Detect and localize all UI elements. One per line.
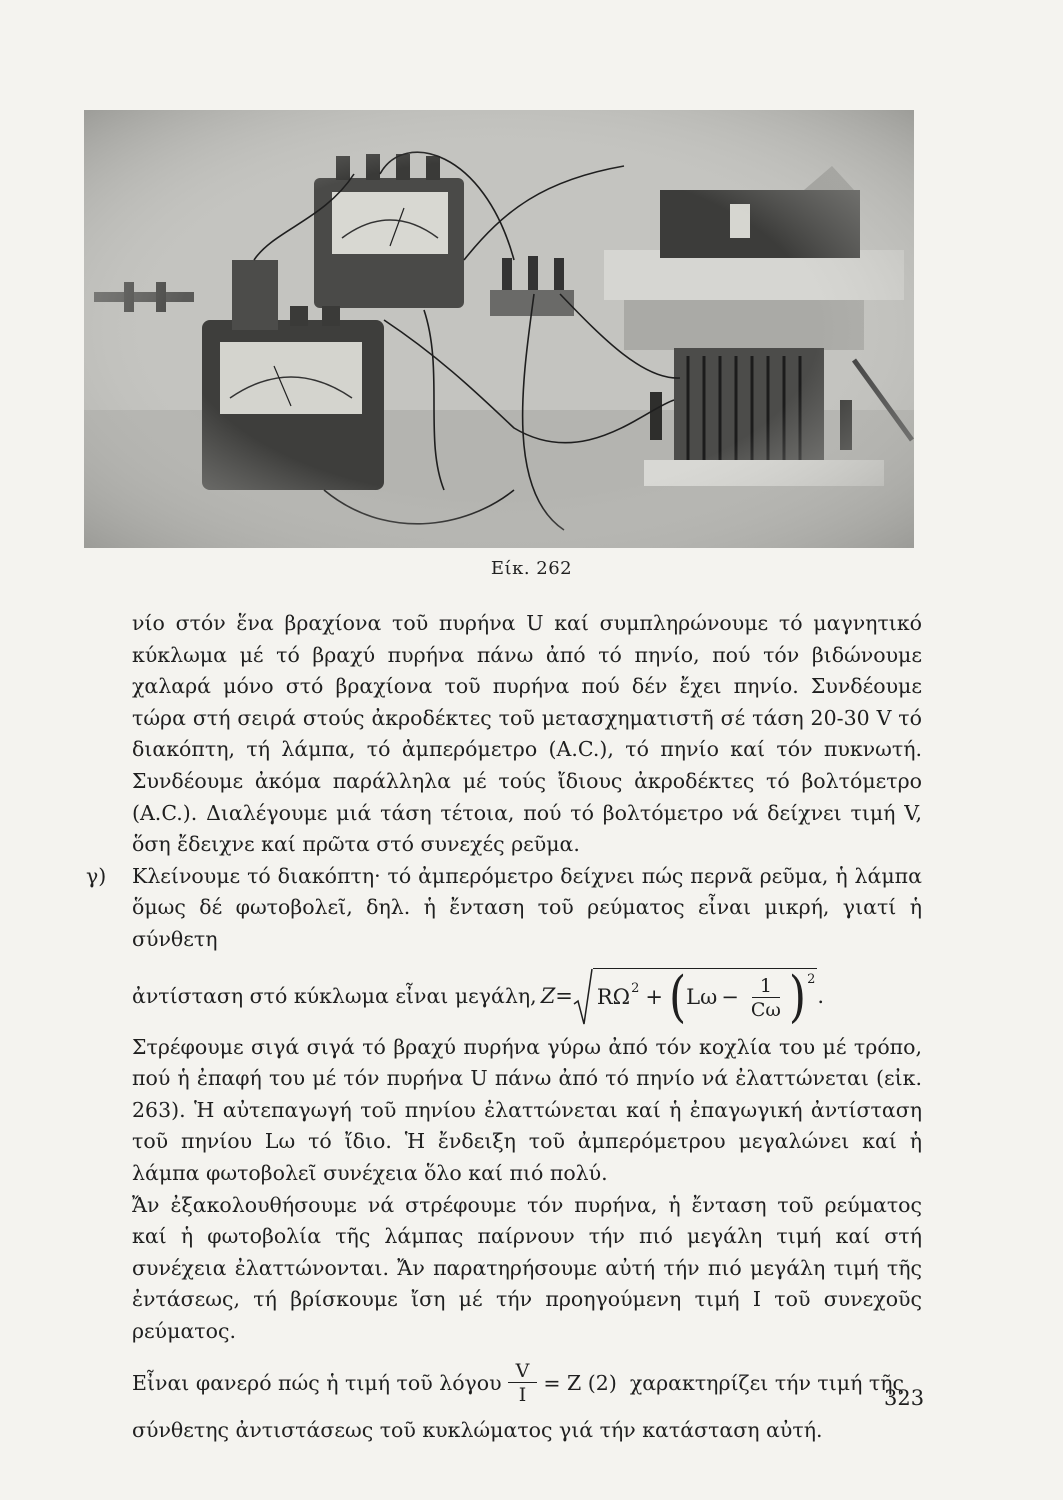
paragraph-5-end: σύνθετης ἀντιστάσεως τοῦ κυκλώματος γιά τήν κατάσταση αὐτή.	[132, 1418, 823, 1443]
resistance-exponent: 2	[631, 981, 640, 997]
step-c	[86, 861, 922, 956]
fraction-denominator: Cω	[750, 998, 781, 1021]
ratio-lead-text: Εἶναι φανερό πώς ἡ τιμή τοῦ λόγου	[132, 1370, 502, 1395]
apparatus-photo	[84, 110, 914, 548]
right-paren: )	[788, 965, 807, 1030]
ratio-trail-text: = Z (2) χαρακτηρίζει τήν τιμή τῆς	[543, 1370, 905, 1395]
minus-sign: −	[721, 985, 739, 1010]
formula-lhs: Z=	[540, 983, 573, 1008]
ratio-denominator: I	[518, 1383, 527, 1406]
capacitive-fraction	[745, 975, 787, 1022]
step-label: γ)	[86, 863, 107, 888]
left-paren: (	[669, 965, 687, 1030]
formula-period: .	[817, 983, 825, 1008]
page-number: 323	[884, 1386, 925, 1410]
body-text	[86, 608, 925, 1447]
paragraph-4: Ἄν ἐξακολουθήσουμε νά στρέφουμε τόν πυρήνα, ἡ ἔνταση τοῦ ρεύματος καί ἡ φωτοβολία τῆς λάμπας παίρνουν τήν πιό μεγάλη τιμή καί στή συνέχεια ἐλαττώνονται. Ἄν παρατηρήσουμε αὐτή τήν πιό μεγάλη τιμή τῆς ἐντάσεως, τή βρίσκουμε ἴση μέ τήν προηγούμενη τιμή I τοῦ συνεχοῦς ρεύματος.	[132, 1192, 922, 1343]
voltage-current-fraction	[508, 1360, 538, 1407]
formula-lead-text: ἀντίσταση στό κύκλωμα εἶναι μεγάλη,	[132, 983, 537, 1008]
figure-caption: Είκ. 262	[490, 558, 573, 579]
radicand	[593, 965, 817, 1030]
fraction-numerator: 1	[752, 975, 780, 998]
inductive-term: Lω	[686, 985, 718, 1010]
radical-sign-icon	[573, 968, 593, 1026]
resistance-symbol: RΩ	[596, 985, 631, 1010]
ratio-numerator: V	[508, 1360, 538, 1383]
paragraph-3: Στρέφουμε σιγά σιγά τό βραχύ πυρήνα γύρω ἀπό τόν κοχλία του μέ τρόπο, πού ἡ ἐπαφή του μέ τόν πυρήνα U πάνω ἀπό τό πηνίο νά ἐλαττώνεται (εἰκ. 263). Ἡ αὐτεπαγωγή τοῦ πηνίου ἐλαττώνεται καί ἡ ἐπαγωγική ἀντίσταση τοῦ πηνίου Lω τό ἴδιο. Ἡ ἔνδειξη τοῦ ἀμπερόμετρου μεγαλώνει καί ἡ λάμπα φωτοβολεῖ συνέχεια ὅλο καί πιό πολύ.	[132, 1034, 922, 1185]
square-root	[573, 965, 817, 1030]
ratio-line	[132, 1351, 925, 1415]
impedance-formula-line	[132, 962, 922, 1032]
outer-exponent: 2	[807, 972, 816, 988]
paragraph-1: νίο στόν ἕνα βραχίονα τοῦ πυρήνα U καί συμπληρώνουμε τό μαγνητικό κύκλωμα μέ τό βραχύ πυρήνα πάνω ἀπό τό πηνίο, πού τόν βιδώνουμε χαλαρά μόνο στό βραχίονα τοῦ πυρήνα πού δέν ἔχει πηνίο. Συνδέουμε τώρα στή σειρά στούς ἀκροδέκτες τοῦ μετασχηματιστῆ σέ τάση 20-30 V τό διακόπτη, τή λάμπα, τό ἀμπερόμετρο (A.C.), τό πηνίο καί τόν πυκνωτή. Συνδέουμε ἀκόμα παράλληλα μέ τούς ἴδιους ἀκροδέκτες τό βολτόμετρο (A.C.). Διαλέγουμε μιά τάση τέτοια, πού τό βολτόμετρο νά δείχνει τιμή V, ὅση ἔδειχνε καί πρῶτα στό συνεχές ρεῦμα.	[132, 611, 922, 857]
plus-sign: +	[645, 985, 663, 1010]
paragraph-2: Κλείνουμε τό διακόπτη· τό ἀμπερόμετρο δείχνει πώς περνᾶ ρεῦμα, ἡ λάμπα ὅμως δέ φωτοβολεῖ, δηλ. ἡ ἔνταση τοῦ ρεύματος εἶναι μικρή, γιατί ἡ σύνθετη	[132, 863, 922, 951]
impedance-formula	[540, 965, 825, 1030]
